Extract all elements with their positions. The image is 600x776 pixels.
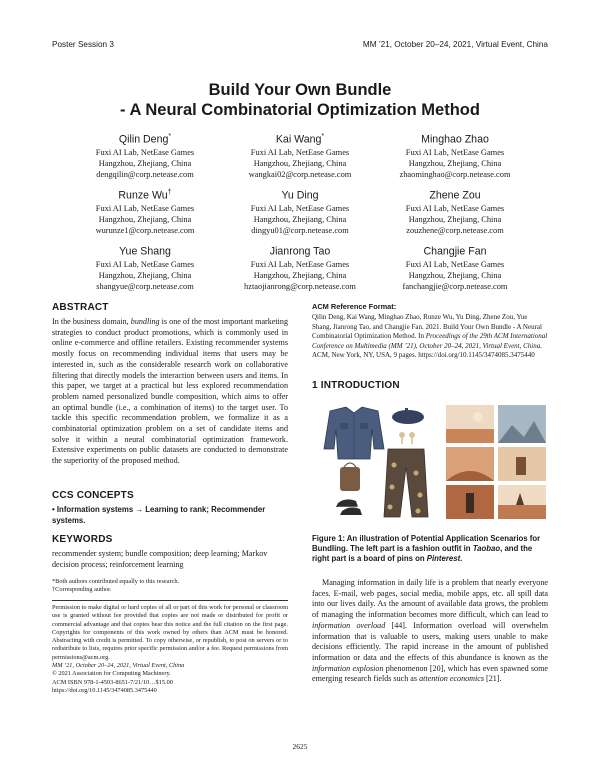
author-location: Hangzhou, Zhejiang, China — [253, 214, 347, 224]
author-card — [380, 130, 530, 180]
author-affiliation: Fuxi AI Lab, NetEase Games — [405, 147, 505, 157]
author-email[interactable]: shangyue@corp.netease.com — [96, 282, 194, 292]
author-name: Runze Wu† — [118, 189, 172, 202]
figure-1-caption: Figure 1: An illustration of Potential Application Scenarios for Bundling. The left part is a fashion outfit in Taobao, and the right part is a board of pins on Pinterest. — [312, 534, 541, 564]
author-affiliation: Fuxi AI Lab, NetEase Games — [250, 203, 350, 213]
abstract-section — [52, 302, 288, 467]
abstract-heading: ABSTRACT — [52, 302, 109, 313]
introduction-heading: 1 INTRODUCTION — [312, 380, 400, 391]
author-location: Hangzhou, Zhejiang, China — [253, 270, 347, 280]
author-affiliation: Fuxi AI Lab, NetEase Games — [95, 147, 195, 157]
author-location: Hangzhou, Zhejiang, China — [408, 158, 502, 168]
author-card — [70, 242, 220, 292]
footnote-equal-contribution: *Both authors contributed equally to this research. — [52, 578, 180, 585]
author-name: Minghao Zhao — [421, 133, 489, 146]
pinterest-board-panel — [446, 405, 546, 519]
running-header-left: Poster Session 3 — [52, 40, 114, 49]
author-location: Hangzhou, Zhejiang, China — [98, 214, 192, 224]
author-email[interactable]: fanchangjie@corp.netease.com — [402, 282, 508, 292]
author-affiliation: Fuxi AI Lab, NetEase Games — [250, 259, 350, 269]
reference-format — [312, 302, 548, 361]
author-location: Hangzhou, Zhejiang, China — [408, 214, 502, 224]
permission-block — [52, 604, 288, 695]
author-card — [380, 242, 530, 292]
page-number: 2625 — [292, 742, 308, 751]
author-location: Hangzhou, Zhejiang, China — [98, 158, 192, 168]
keywords-heading: KEYWORDS — [52, 534, 113, 545]
permission-venue: MM ’21, October 20–24, 2021, Virtual Event, China — [52, 662, 185, 670]
author-email[interactable]: wurunze1@corp.netease.com — [95, 226, 195, 236]
author-name: Yu Ding — [281, 189, 319, 202]
fashion-outfit-panel — [312, 403, 444, 521]
author-affiliation: Fuxi AI Lab, NetEase Games — [405, 203, 505, 213]
author-email[interactable]: wangkai02@corp.netease.com — [248, 170, 352, 180]
author-card — [70, 186, 220, 236]
reference-format-text: Qilin Deng, Kai Wang, Minghao Zhao, Runze Wu, Yu Ding, Zhene Zou, Yue Shang, Jianrong Tao, and Changjie Fan. 2021. Build Your Own Bundle - A Neural Combinatorial Optimization Method. In Proceedings of the 29th ACM International Conference on Multimedia (MM ’21), October 20–24, 2021, Virtual Event, China. ACM, New York, NY, USA, 9 pages. https://doi.org/10.1145/3474085.3475440 — [312, 313, 548, 360]
reference-format-heading: ACM Reference Format: — [312, 302, 397, 311]
author-location: Hangzhou, Zhejiang, China — [253, 158, 347, 168]
footnote-corresponding: †Corresponding author. — [52, 586, 112, 594]
permission-doi[interactable]: https://doi.org/10.1145/3474085.3475440 — [52, 686, 157, 694]
author-affiliation: Fuxi AI Lab, NetEase Games — [95, 259, 195, 269]
permission-divider — [52, 600, 288, 601]
paper-title-line-1: Build Your Own Bundle — [208, 81, 392, 99]
author-card — [225, 186, 375, 236]
abstract-text: In the business domain, bundling is one of the most important marketing strategies to conduct product promotions, which is commonly used in online e-commerce and offline retailers. Existing recommender systems mostly focus on recommending individual items that users may be interested in, such as the considerable research work on collaborative filtering that directly models the interaction between users and items. In this paper, we target at a practical but less explored recommendation problem named personalized bundle composition, which aims to offer an optimal bundle (i.e., a combination of items) to the target user. To tackle this specific recommendation problem, we formalize it as a combinatorial optimization problem on a set of candidate items and solve it within a neural combinatorial optimization framework. Extensive experiments on public datasets are conducted to demonstrate the superiority of the proposed method. — [52, 317, 288, 466]
author-affiliation: Fuxi AI Lab, NetEase Games — [95, 203, 195, 213]
figure-1-image — [312, 403, 548, 521]
running-header-right: MM ’21, October 20–24, 2021, Virtual Event, China — [362, 40, 548, 49]
author-card — [225, 130, 375, 180]
ccs-section — [52, 490, 288, 526]
ccs-text: • Information systems → Learning to rank; Recommender systems. — [52, 505, 266, 525]
permission-copyright: © 2021 Association for Computing Machinery. — [52, 670, 171, 678]
author-email[interactable]: hztaojianrong@corp.netease.com — [244, 282, 356, 292]
ccs-heading: CCS CONCEPTS — [52, 490, 134, 501]
author-card — [70, 130, 220, 180]
bag — [340, 463, 360, 491]
introduction-heading-wrap — [312, 380, 548, 391]
author-card — [225, 242, 375, 292]
footnotes — [52, 578, 288, 595]
figure-1 — [312, 403, 548, 521]
author-name: Yue Shang — [119, 245, 171, 258]
author-name: Qilin Deng* — [118, 133, 172, 146]
author-email[interactable]: zouzhene@corp.netease.com — [406, 226, 504, 236]
author-name: Jianrong Tao — [269, 245, 331, 258]
permission-isbn: ACM ISBN 978-1-4503-8651-7/21/10…$15.00 — [52, 678, 173, 686]
author-card — [380, 186, 530, 236]
author-email[interactable]: zhaominghao@corp.netease.com — [399, 170, 511, 180]
author-affiliation: Fuxi AI Lab, NetEase Games — [405, 259, 505, 269]
author-email[interactable]: dingyu01@corp.netease.com — [251, 226, 349, 236]
keywords-section — [52, 534, 288, 570]
paper-title-line-2: - A Neural Combinatorial Optimization Method — [120, 101, 480, 119]
introduction-paragraph: Managing information in daily life is a problem that nearly everyone faces. E-mail, web pages, social media, mobile apps, etc. all spill data into our lives daily. As the amount of available data grows, the problem of managing the information becomes more difficult, which can lead to information overload [44]. Information overload will overwhelm information that is valuable to users, making users unable to make decisions efficiently. The rapid increase in the amount of published information or data and the effects of this abundance is known as the information explosion phenomenon [20], which has even spawned some emerging research fields such as attention economics [21]. — [312, 578, 548, 684]
author-name: Kai Wang* — [275, 133, 325, 146]
author-email[interactable]: dengqilin@corp.netease.com — [96, 170, 194, 180]
author-affiliation: Fuxi AI Lab, NetEase Games — [250, 147, 350, 157]
author-name: Changjie Fan — [423, 245, 487, 258]
author-name: Zhene Zou — [429, 189, 481, 202]
author-location: Hangzhou, Zhejiang, China — [408, 270, 502, 280]
author-location: Hangzhou, Zhejiang, China — [98, 270, 192, 280]
permission-text: Permission to make digital or hard copies of all or part of this work for personal or classroom use is granted without fee provided that copies are not made or distributed for profit or commercial advantage and that copies bear this notice and the full citation on the first page. Copyrights for components of this work owned by others than ACM must be honored. Abstracting with credit is permitted. To copy otherwise, or republish, to post on servers or to redistribute to lists, requires prior specific permission and/or a fee. Request permissions from permissions@acm.org. — [52, 604, 288, 661]
keywords-text: recommender system; bundle composition; deep learning; Markov decision process; reinforcement learning — [52, 549, 268, 569]
